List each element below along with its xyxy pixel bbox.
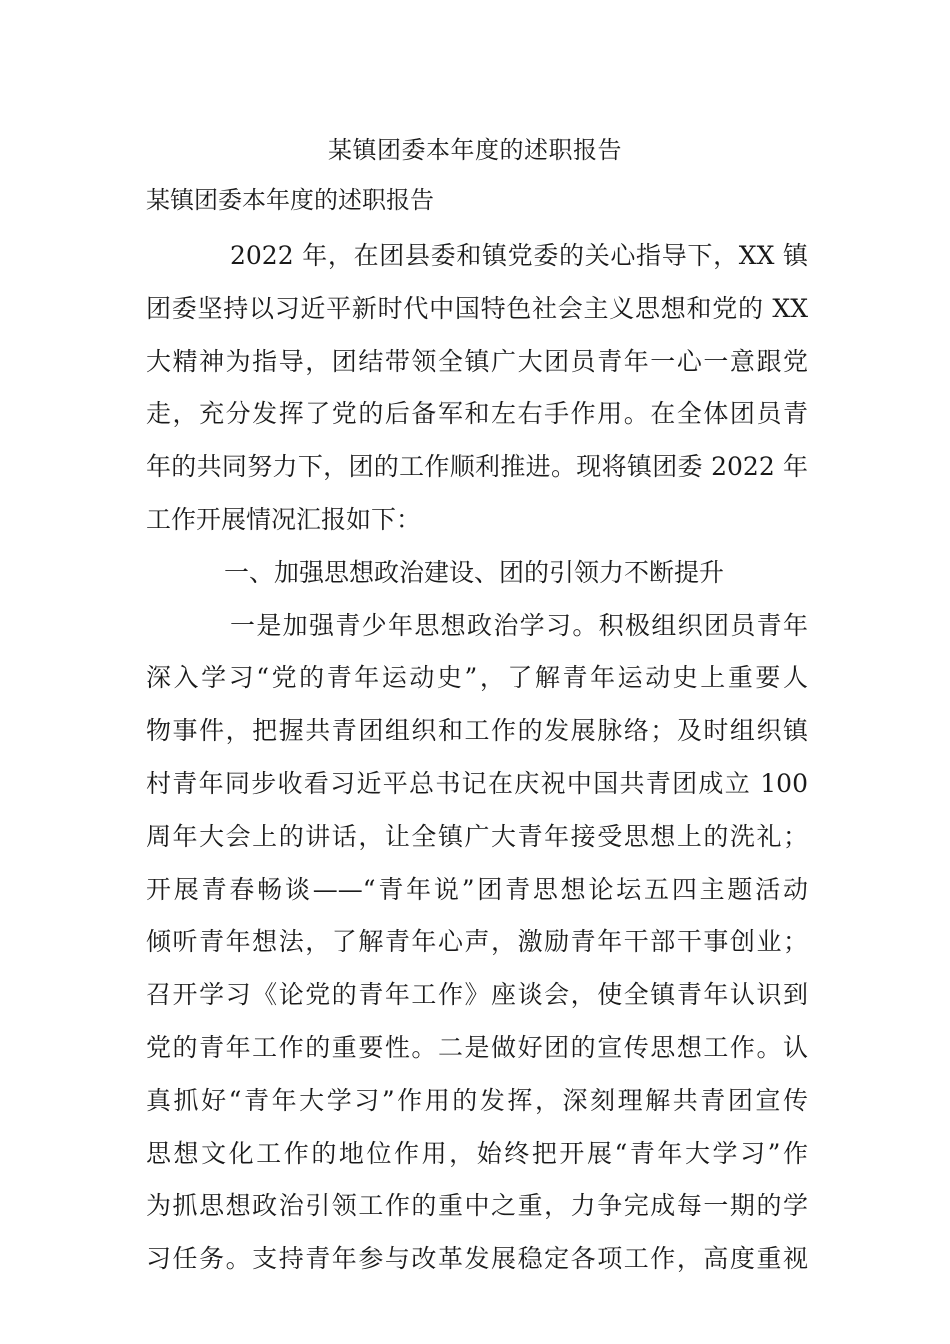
text-line: 2022 年，在团县委和镇党委的关心指导下，XX 镇 xyxy=(230,241,808,270)
text-line: 周年大会上的讲话，让全镇广大青年接受思想上的洗礼； xyxy=(146,821,808,851)
text-line: 习任务。支持青年参与改革发展稳定各项工作，高度重视 xyxy=(146,1244,808,1274)
text-line: 大精神为指导，团结带领全镇广大团员青年一心一意跟党 xyxy=(146,346,808,376)
document-title: 某镇团委本年度的述职报告 xyxy=(328,136,622,164)
text-line: 年的共同努力下，团的工作顺利推进。现将镇团委 2022 年 xyxy=(146,452,808,482)
text-line: 真抓好“青年大学习”作用的发挥，深刻理解共青团宣传 xyxy=(146,1085,808,1115)
text-line: 走，充分发挥了党的后备军和左右手作用。在全体团员青 xyxy=(146,399,808,429)
text-line: 思想文化工作的地位作用，始终把开展“青年大学习”作 xyxy=(146,1138,808,1168)
text-line: 物事件，把握共青团组织和工作的发展脉络；及时组织镇 xyxy=(146,716,808,746)
text-line: 倾听青年想法，了解青年心声，激励青年干部干事创业； xyxy=(146,927,808,957)
text-line: 召开学习《论党的青年工作》座谈会，使全镇青年认识到 xyxy=(146,980,808,1010)
text-line: 一是加强青少年思想政治学习。积极组织团员青年 xyxy=(230,610,808,640)
text-line: 党的青年工作的重要性。二是做好团的宣传思想工作。认 xyxy=(146,1032,808,1062)
text-line: 村青年同步收看习近平总书记在庆祝中国共青团成立 100 xyxy=(146,768,808,798)
text-line: 工作开展情况汇报如下： xyxy=(146,504,422,534)
text-line: 深入学习“党的青年运动史”，了解青年运动史上重要人 xyxy=(146,663,808,693)
text-line: 团委坚持以习近平新时代中国特色社会主义思想和党的 XX xyxy=(146,293,808,323)
document-body xyxy=(146,230,808,1286)
paragraph-intro xyxy=(146,230,808,547)
document-subtitle: 某镇团委本年度的述职报告 xyxy=(146,186,434,214)
text-line: 开展青春畅谈——“青年说”团青思想论坛五四主题活动 xyxy=(146,874,808,904)
text-line: 为抓思想政治引领工作的重中之重，力争完成每一期的学 xyxy=(146,1191,808,1221)
paragraph-section1 xyxy=(146,600,808,1286)
section-heading: 一、加强思想政治建设、团的引领力不断提升 xyxy=(224,557,725,587)
